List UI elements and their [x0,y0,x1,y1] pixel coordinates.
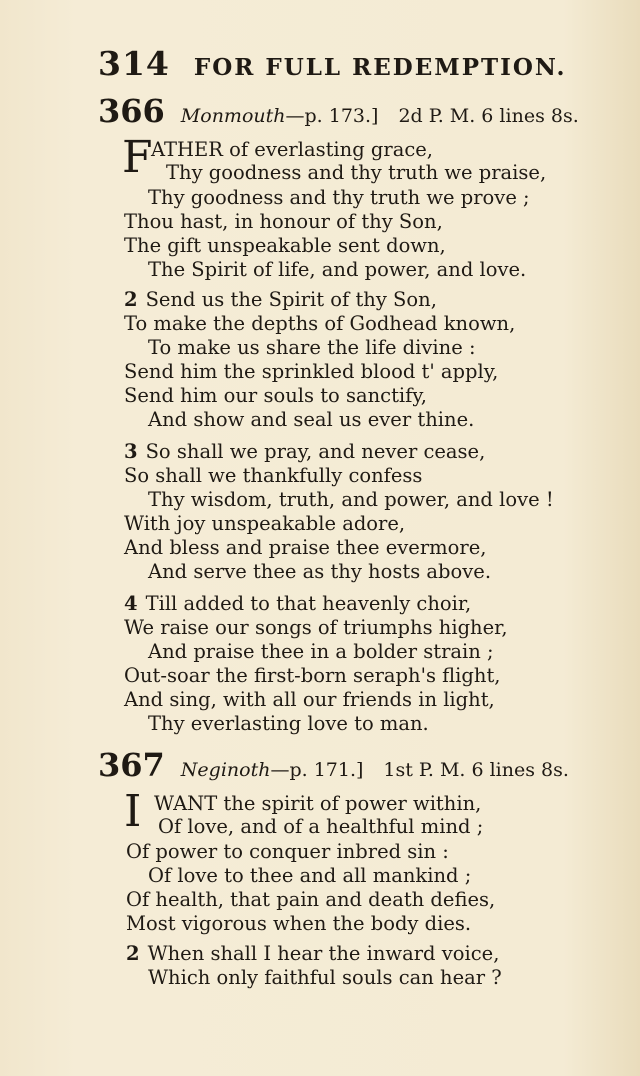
verse-line [126,942,499,966]
stanza-number: 3 [124,440,138,463]
hymn-meter: 1st P. M. 6 lines 8s. [383,759,569,781]
hymn-367-heading [98,746,628,784]
verse-line [124,440,485,464]
verse-text: Till added to that heavenly choir, [145,592,472,615]
verse-line: Thy goodness and thy truth we prove ; [148,186,530,209]
verse-line: Thy everlasting love to man. [148,712,429,735]
verse-line: And praise thee in a bolder strain ; [148,640,494,663]
verse-line: And show and seal us ever thine. [148,408,475,431]
tune-name: Monmouth [180,105,286,127]
verse-line: WANT the spirit of power within, [154,792,482,815]
drop-cap: I [124,786,142,837]
running-title: FOR FULL REDEMPTION. [193,54,567,81]
hymn-meter: 2d P. M. 6 lines 8s. [398,105,579,127]
stanza-number: 2 [126,942,140,965]
verse-line: And sing, with all our friends in light, [124,688,495,711]
verse-line: ATHER of everlasting grace, [151,138,433,161]
hymn-number: 367 [98,746,165,784]
verse-line: Which only faithful souls can hear ? [148,966,502,989]
tune-page-ref: —p. 173.] [285,105,379,127]
verse-line: Most vigorous when the body dies. [126,912,472,935]
tune-page-ref: —p. 171.] [270,759,364,781]
verse-line: To make the depths of Godhead known, [124,312,516,335]
verse-line: Out-soar the first-born seraph's flight, [124,664,501,687]
tune-name: Neginoth [180,759,271,781]
verse-line: And bless and praise thee evermore, [124,536,487,559]
verse-line: With joy unspeakable adore, [124,512,406,535]
verse-line: The gift unspeakable sent down, [124,234,446,257]
stanza-number: 2 [124,288,138,311]
verse-line: Of love, and of a healthful mind ; [158,815,484,838]
verse-line [124,592,471,616]
hymn-366-heading [98,92,628,130]
verse-line: Of health, that pain and death defies, [126,888,496,911]
verse-line: To make us share the life divine : [148,336,476,359]
stanza-number: 4 [124,592,138,615]
verse-line: Thy wisdom, truth, and power, and love ! [148,488,554,511]
verse-line: Thou hast, in honour of thy Son, [124,210,443,233]
running-head [98,44,578,83]
verse-line: Thy goodness and thy truth we praise, [166,161,547,184]
verse-line [124,288,437,312]
verse-line: Of love to thee and all mankind ; [148,864,472,887]
verse-line: We raise our songs of triumphs higher, [124,616,508,639]
verse-line: Send him our souls to sanctify, [124,384,427,407]
verse-text: When shall I hear the inward voice, [147,942,500,965]
drop-cap: F [122,132,153,183]
verse-line: So shall we thankfully confess [124,464,423,487]
hymn-number: 366 [98,92,165,130]
verse-text: So shall we pray, and never cease, [145,440,486,463]
page-number: 314 [98,44,170,83]
verse-line: Of power to conquer inbred sin : [126,840,449,863]
verse-text: Send us the Spirit of thy Son, [145,288,437,311]
verse-line: Send him the sprinkled blood t' apply, [124,360,499,383]
verse-line: And serve thee as thy hosts above. [148,560,492,583]
verse-line: The Spirit of life, and power, and love. [148,258,527,281]
